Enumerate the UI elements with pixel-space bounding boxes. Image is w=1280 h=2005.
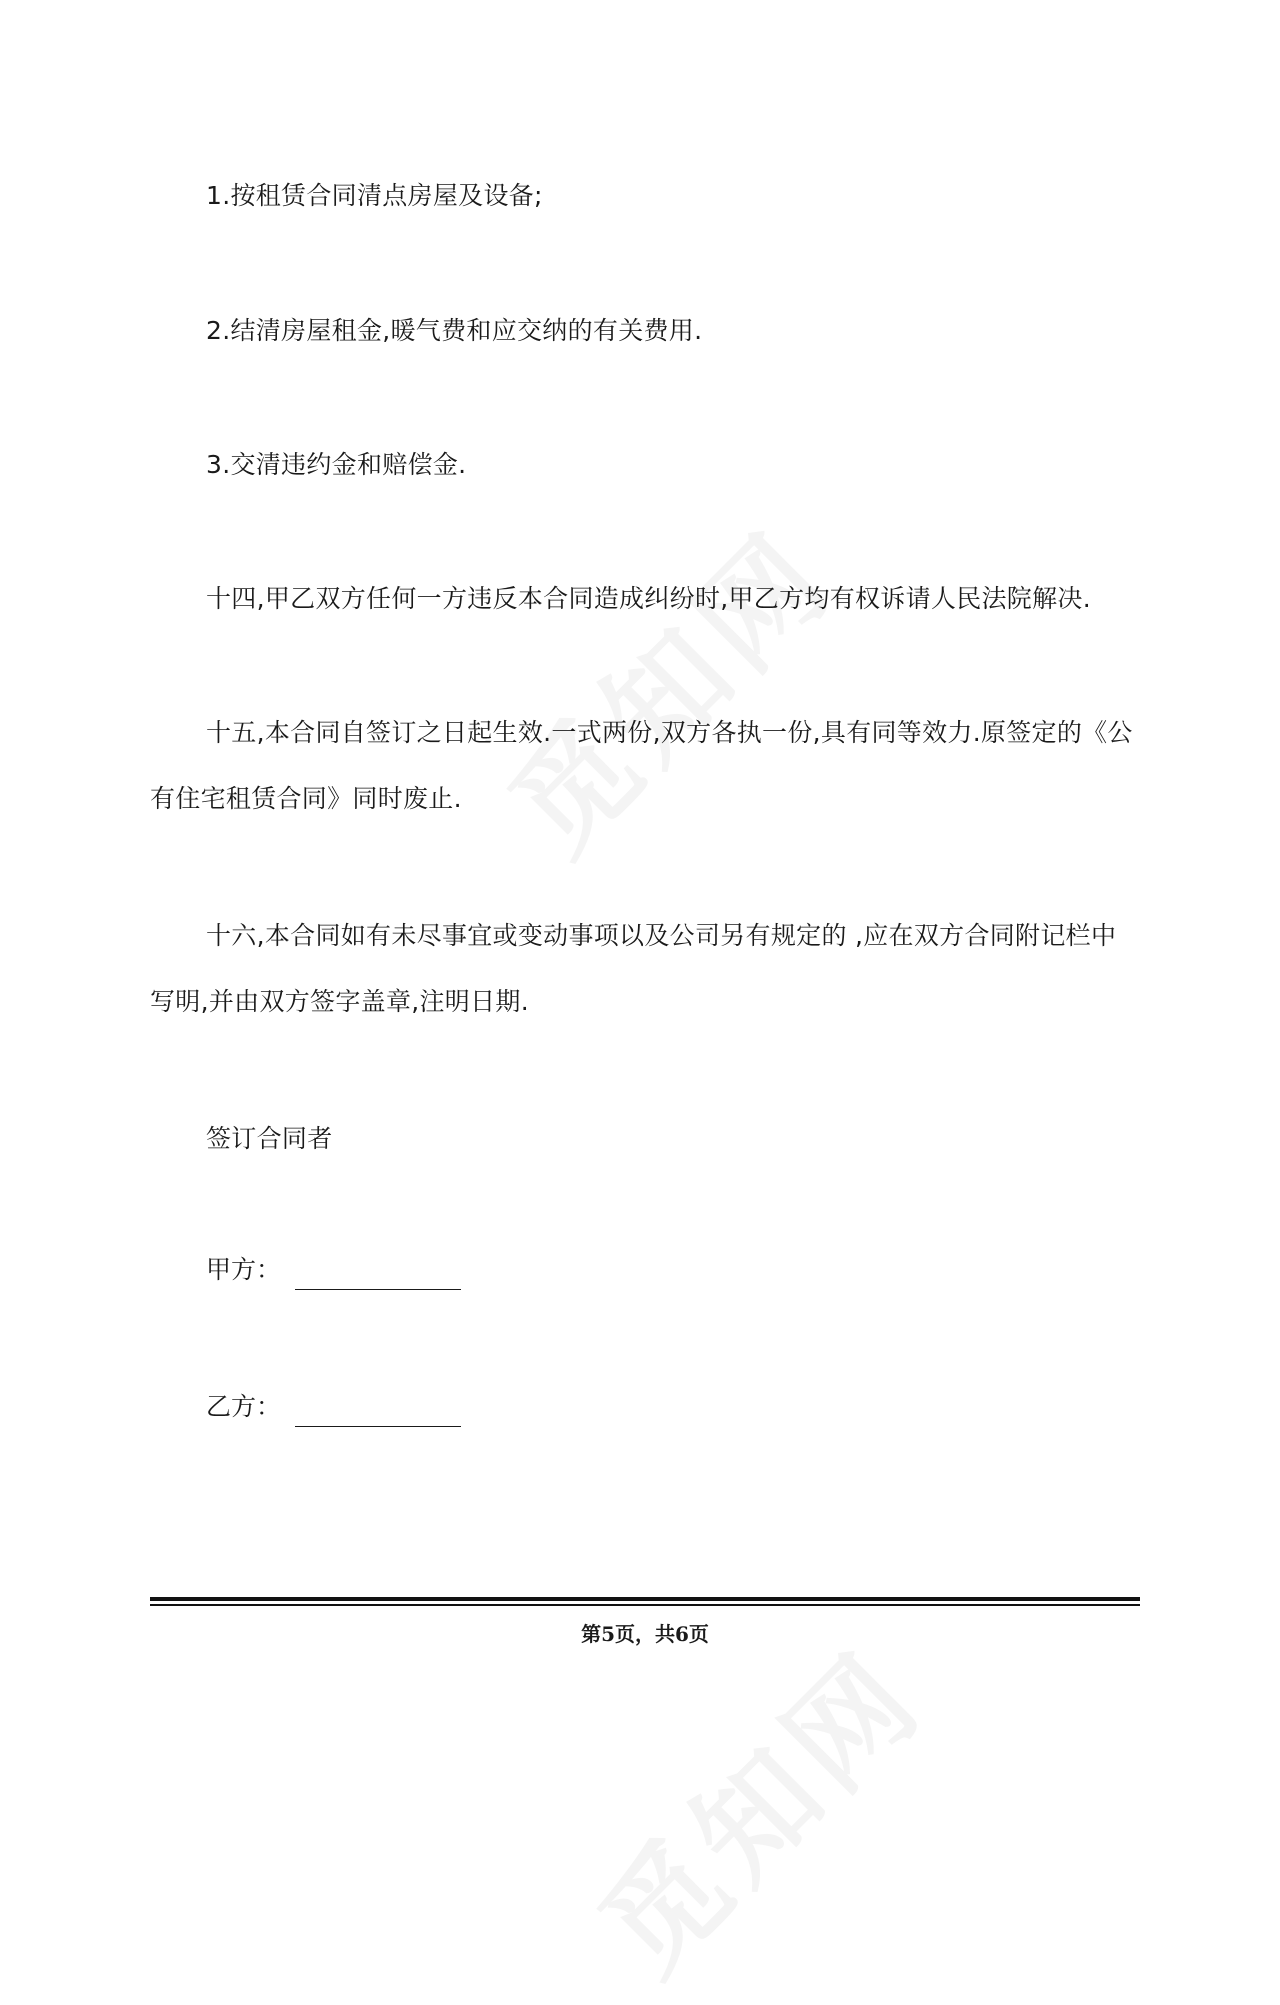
party-b-blank [295,1402,461,1427]
party-b-signature-line [206,1387,461,1427]
watermark-text [556,1607,953,2004]
paragraph: 2.结清房屋租金,暖气费和应交纳的有关费用. [206,316,703,345]
paragraph: 十五,本合同自签订之日起生效.一式两份,双方各执一份,具有同等效力.原签定的《公有住宅租赁合同》同时废止. [150,718,1133,813]
party-a-label: 甲方： [206,1255,282,1284]
footer-rule [150,1597,1140,1601]
page-number: 第5页，共6页 [581,1622,709,1646]
party-a-signature-line [206,1250,461,1290]
paragraph: 3.交清违约金和赔偿金. [206,450,467,479]
party-b-label: 乙方： [206,1392,282,1421]
paragraph: 十四,甲乙双方任何一方违反本合同造成纠纷时,甲乙方均有权诉请人民法院解决. [206,584,1091,613]
footer-rule [150,1604,1140,1606]
paragraph: 十六,本合同如有未尽事宜或变动事项以及公司另有规定的 ,应在双方合同附记栏中写明,并由双方签字盖章,注明日期. [150,921,1117,1016]
paragraph: 1.按租赁合同清点房屋及设备; [206,181,543,210]
signing-parties-heading: 签订合同者 [206,1124,333,1153]
party-a-blank [295,1265,461,1290]
